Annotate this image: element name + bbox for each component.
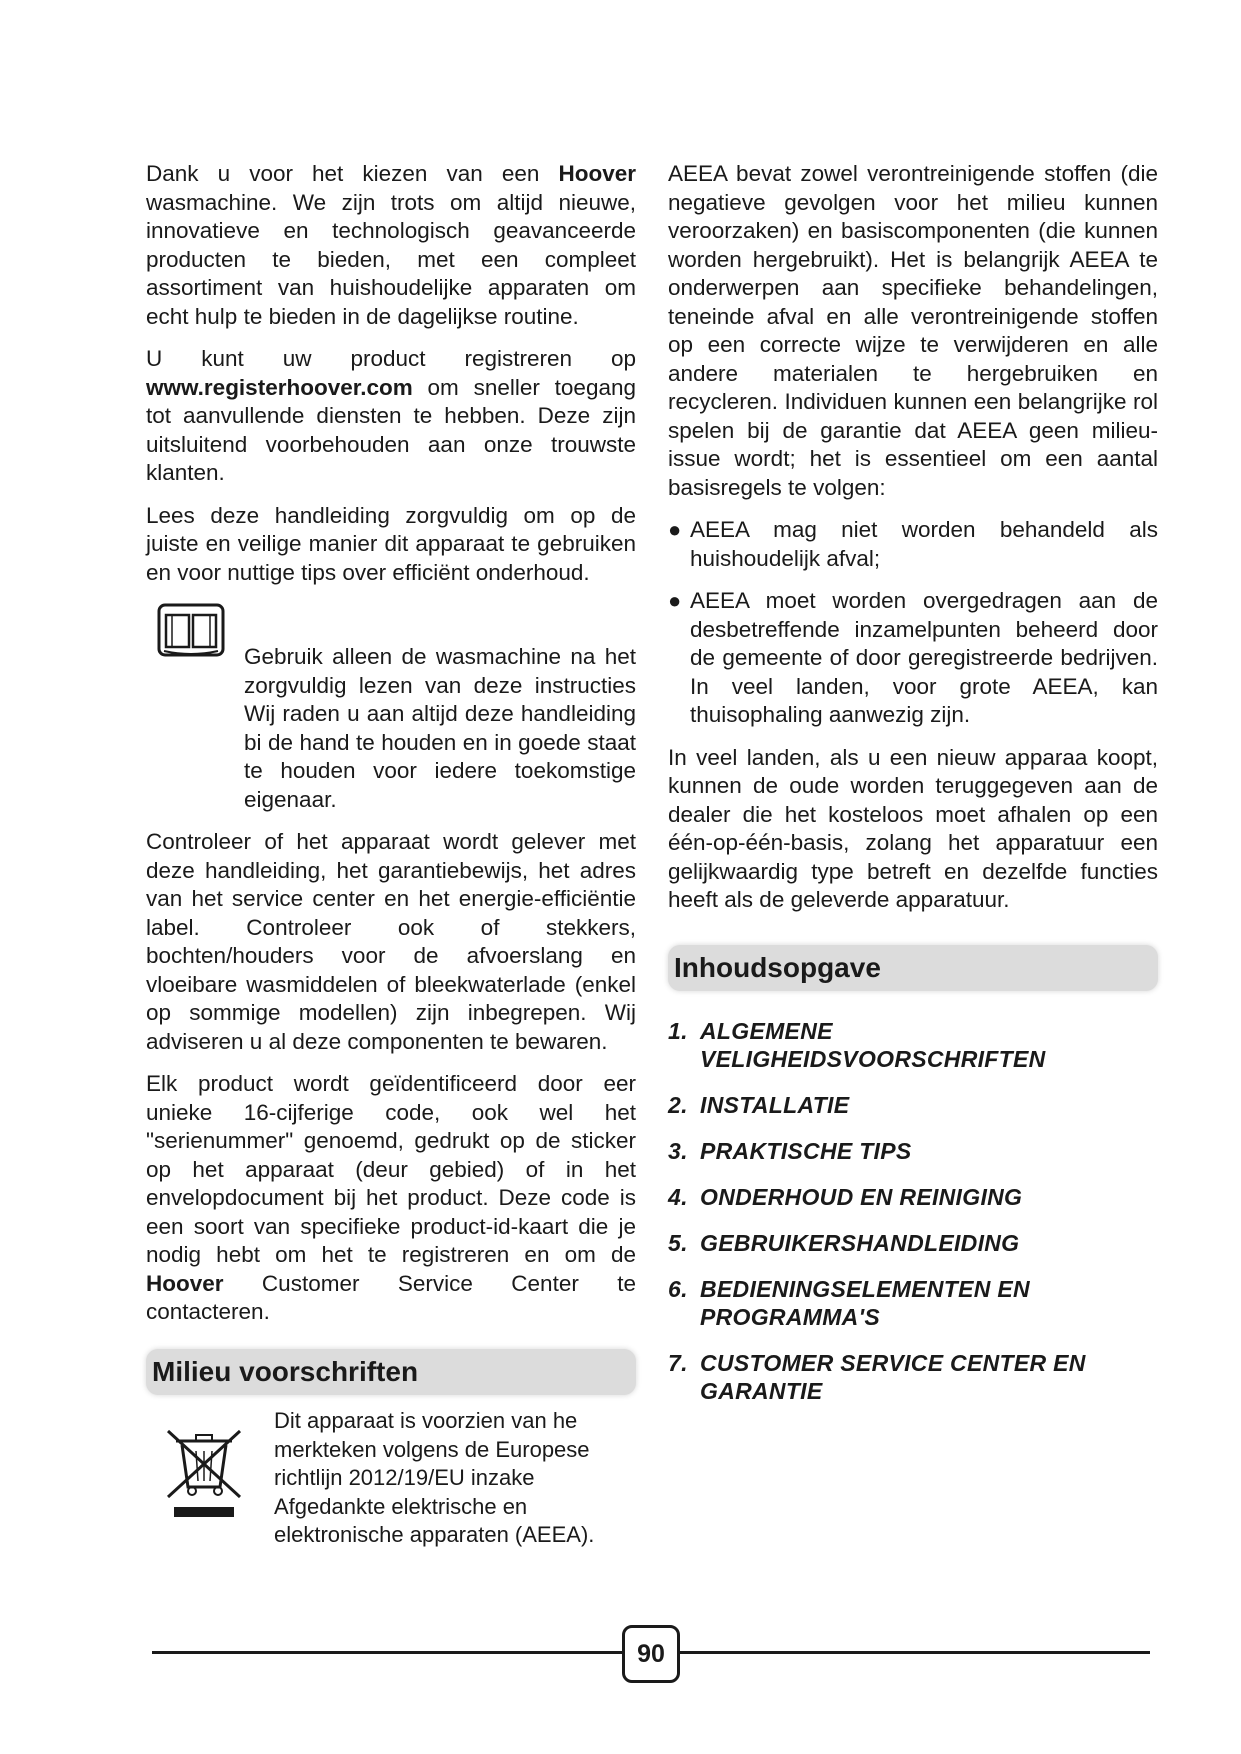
check-delivery-paragraph: Controleer of het apparaat wordt gelever met deze handleiding, het garantiebewijs, het adres van het service center en het energie-efficiëntie label. Controleer ook of stekkers, bochten/houders voor de afvoerslang en vloeibare wasmiddelen of bleekwaterlade (enkel op sommige modellen) zijn inbegrepen. Wij adviseren u al deze componenten te bewaren. bbox=[146, 829, 636, 1054]
list-item: ● AEEA moet worden overgedragen aan de desbetreffende inzamelpunten beheerd door de gemeente of door geregistreerde bedrijven. In veel landen, voor grote AEEA, kan thuisophaling aanwezig zijn. bbox=[668, 587, 1158, 730]
page-number: 90 bbox=[622, 1625, 680, 1683]
environment-section-header: Milieu voorschriften bbox=[146, 1349, 636, 1396]
toc-section-header: Inhoudsopgave bbox=[668, 945, 1158, 992]
left-column bbox=[146, 160, 636, 1564]
toc-item[interactable]: 7. CUSTOMER SERVICE CENTER EN GARANTIE bbox=[668, 1350, 1086, 1404]
register-paragraph: U kunt uw product registreren op www.registerhoover.com om sneller toegang tot aanvullende diensten te hebben. Deze zijn uitsluitend voorbehouden aan onze trouwste klanten. bbox=[146, 346, 636, 485]
weee-notice bbox=[146, 1407, 636, 1564]
register-link[interactable]: www.registerhoover.com bbox=[146, 374, 413, 400]
brand-name: Hoover bbox=[146, 1270, 224, 1296]
intro-paragraph: Dank u voor het kiezen van een Hoover wasmachine. We zijn trots om altijd nieuwe, innovatieve en technologisch geavanceerde producten te bieden, met een compleet assortiment van huishoudelijke apparaten om echt hulp te bieden in de dagelijkse routine. bbox=[146, 161, 636, 329]
read-manual-paragraph: Lees deze handleiding zorgvuldig om op de juiste en veilige manier dit apparaat te gebruiken en voor nuttige tips over efficiënt onderhoud. bbox=[146, 502, 636, 585]
manual-notice-text: Gebruik alleen de wasmachine na het zorgvuldig lezen van deze instructies Wij raden u aan altijd deze handleiding bi de hand te houden en in goede staat te houden voor iedere toekomstige eigenaar. bbox=[244, 644, 636, 812]
list-item: ● AEEA mag niet worden behandeld als huishoudelijk afval; bbox=[668, 516, 1158, 573]
toc-item[interactable]: 5. GEBRUIKERSHANDLEIDING bbox=[668, 1230, 1020, 1256]
footer-rule-left bbox=[152, 1651, 622, 1654]
right-column bbox=[668, 160, 1158, 1423]
toc-item[interactable]: 2. INSTALLATIE bbox=[668, 1092, 850, 1118]
bullet-icon: ● bbox=[668, 588, 682, 613]
weee-text: Dit apparaat is voorzien van he merkteken volgens de Europese richtlijn 2012/19/EU inzake Afgedankte elektrische en elektronische apparaten (AEEA). bbox=[274, 1408, 595, 1547]
footer-rule-right bbox=[680, 1651, 1150, 1654]
brand-name: Hoover bbox=[558, 161, 636, 186]
table-of-contents bbox=[668, 1017, 1158, 1405]
toc-item[interactable]: 3. PRAKTISCHE TIPS bbox=[668, 1138, 912, 1164]
serial-paragraph: Elk product wordt geïdentificeerd door eer unieke 16-cijferige code, ook wel het "serienummer" genoemd, gedrukt op de sticker op het apparaat (deur gebied) of in het envelopdocument bij het product. Deze code is een soort van specifieke product-id-kaart die je nodig hebt om het te registreren en om de Hoover Customer Service Center te contacteren. bbox=[146, 1071, 636, 1324]
bullet-icon: ● bbox=[668, 517, 682, 542]
book-icon bbox=[156, 601, 226, 659]
manual-notice bbox=[146, 601, 636, 814]
crossed-bin-icon bbox=[162, 1423, 246, 1519]
toc-item[interactable]: 6. BEDIENINGSELEMENTEN EN PROGRAMMA'S bbox=[668, 1276, 1030, 1330]
aeea-paragraph: AEEA bevat zowel verontreinigende stoffen (die negatieve gevolgen voor het milieu kunnen veroorzaken) en basiscomponenten (die kunnen worden hergebruikt). Het is belangrijk AEEA te onderwerpen aan specifieke behandelingen, teneinde afval en alle verontreinigende stoffen op een correcte wijze te verwijderen en alle andere materialen te hergebruiken en recycleren. Individuen kunnen een belangrijke rol spelen bij de garantie dat AEEA geen milieu-issue wordt; het is essentieel om een aantal basisregels te volgen: bbox=[668, 161, 1158, 500]
return-policy-paragraph: In veel landen, als u een nieuw apparaa koopt, kunnen de oude worden teruggegeven aan de dealer die het kosteloos moet afhalen op een één-op-één-basis, zolang het apparatuur een gelijkwaardig type betreft en dezelfde functies heeft als de geleverde apparatuur. bbox=[668, 744, 1158, 912]
toc-item[interactable]: 1. ALGEMENE VELIGHEIDSVOORSCHRIFTEN bbox=[668, 1018, 1046, 1072]
toc-item[interactable]: 4. ONDERHOUD EN REINIGING bbox=[668, 1184, 1023, 1210]
